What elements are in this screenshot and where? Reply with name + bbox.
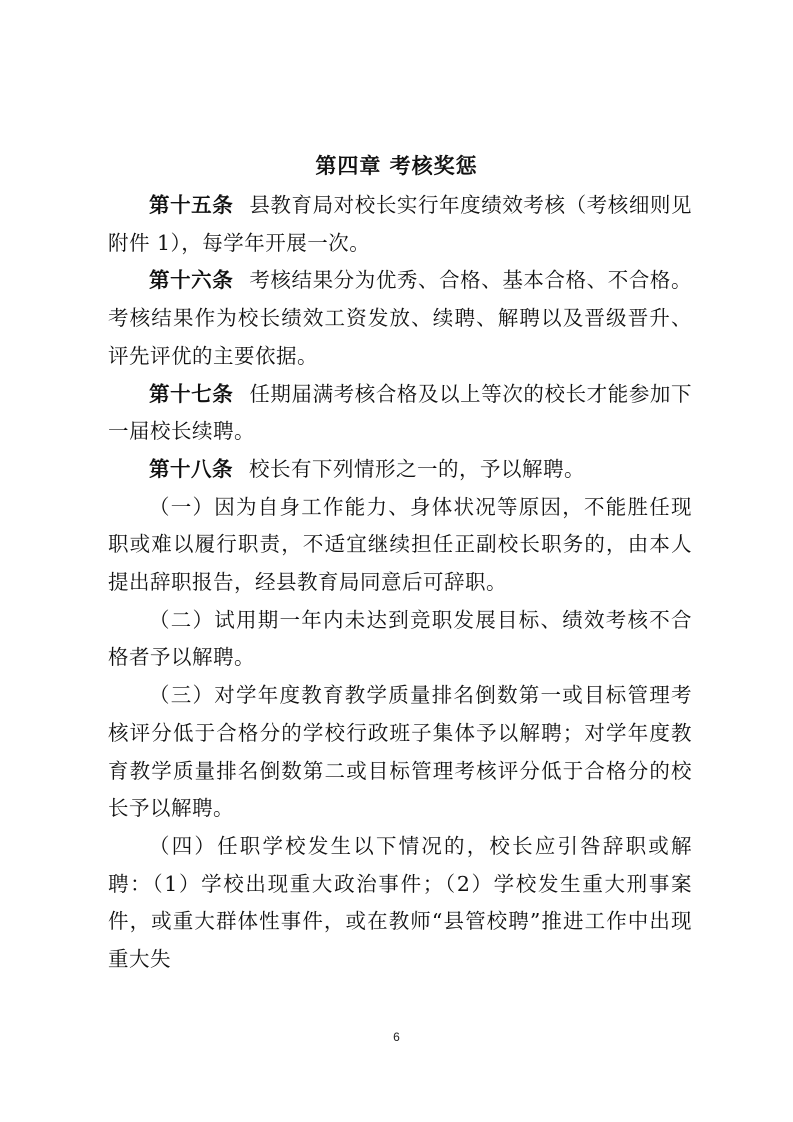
clause-4-paragraph: （四）任职学校发生以下情况的，校长应引咎辞职或解聘：（1）学校出现重大政治事件；（2）学校发生重大刑事案件，或重大群体性事件，或在教师“县管校聘”推进工作中出现重大失: [108, 833, 692, 972]
article-number: 第十五条: [149, 193, 234, 217]
article-16-paragraph: [108, 262, 692, 375]
article-15-paragraph: [108, 187, 692, 262]
page-number: 6: [393, 1030, 400, 1044]
article-text: 县教育局对校长实行年度绩效考核（考核细则见附件 1），每学年开展一次。: [108, 193, 693, 255]
chapter-title: 第四章 考核奖惩: [315, 154, 478, 178]
article-17-paragraph: [108, 376, 692, 451]
article-text: 任期届满考核合格及以上等次的校长才能参加下一届校长续聘。: [108, 381, 693, 444]
article-number: 第十六条: [149, 268, 234, 293]
article-number: 第十七条: [149, 381, 234, 406]
article-number: 第十八条: [149, 456, 233, 481]
document-body: [108, 187, 692, 979]
article-18-paragraph: [108, 451, 692, 489]
article-text: 考核结果分为优秀、合格、基本合格、不合格。考核结果作为校长绩效工资发放、续聘、解聘以及晋级晋升、评先评优的主要依据。: [108, 268, 693, 368]
clause-2-paragraph: （二）试用期一年内未达到竞职发展目标、绩效考核不合格者予以解聘。: [108, 607, 692, 670]
clause-1-paragraph: （一）因为自身工作能力、身体状况等原因，不能胜任现职或难以履行职责，不适宜继续担任正副校长职务的，由本人提出辞职报告，经县教育局同意后可辞职。: [108, 494, 692, 595]
article-text: 校长有下列情形之一的，予以解聘。: [249, 456, 585, 481]
clause-3-paragraph: （三）对学年度教育教学质量排名倒数第一或目标管理考核评分低于合格分的学校行政班子集体予以解聘；对学年度教育教学质量排名倒数第二或目标管理考核评分低于合格分的校长予以解聘。: [108, 683, 692, 821]
